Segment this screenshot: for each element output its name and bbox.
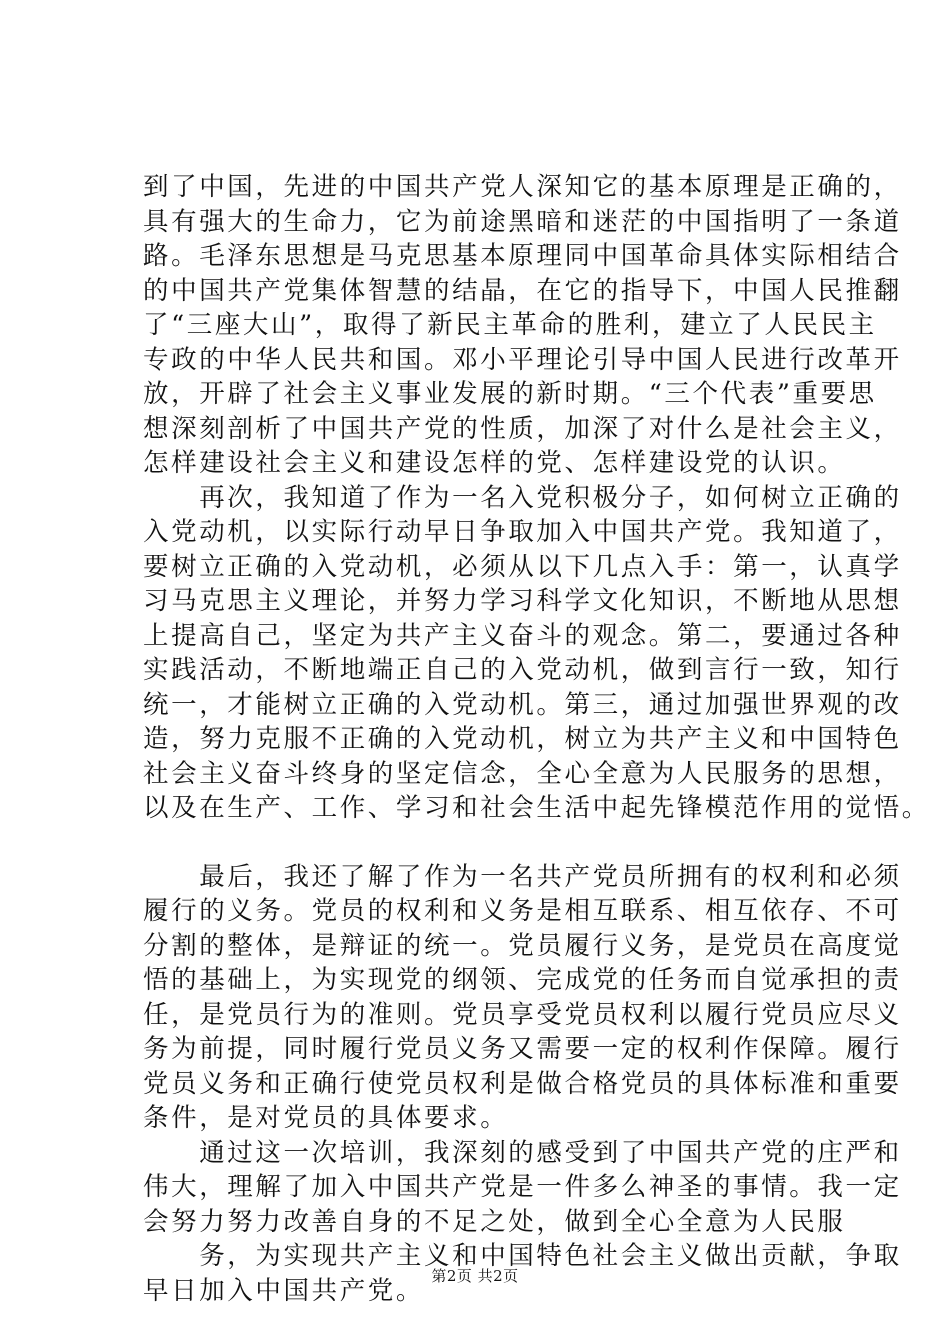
text-line: 习马克思主义理论，并努力学习科学文化知识，不断地从思想 — [143, 586, 902, 616]
text-line: 履行的义务。党员的权利和义务是相互联系、相互依存、不可 — [143, 896, 902, 926]
text-line: 实践活动，不断地端正自己的入党动机，做到言行一致，知行 — [143, 655, 902, 685]
text-line: 以及在生产、工作、学习和社会生活中起先锋模范作用的觉悟。 — [143, 793, 930, 823]
text-line: 统一，才能树立正确的入党动机。第三，通过加强世界观的改 — [143, 689, 902, 720]
text-line: 社会主义奋斗终身的坚定信念，全心全意为人民服务的思想， — [143, 758, 902, 789]
paragraph-intro-theory — [143, 170, 902, 481]
text-line: 的中国共产党集体智慧的结晶，在它的指导下，中国人民推翻 — [143, 275, 902, 306]
paragraph-rights-duties — [143, 860, 902, 1136]
text-line: 放，开辟了社会主义事业发展的新时期。“三个代表”重要思 — [143, 379, 877, 409]
document-body — [143, 170, 930, 1308]
text-line: 会努力努力改善自身的不足之处，做到全心全意为人民服 — [143, 1206, 846, 1237]
text-line: 务为前提，同时履行党员义务又需要一定的权利作保障。履行 — [143, 1034, 902, 1064]
text-line: 再次，我知道了作为一名入党积极分子，如何树立正确的 — [143, 482, 902, 513]
text-line: 条件，是对党员的具体要求。 — [143, 1103, 509, 1133]
text-line: 专政的中华人民共和国。邓小平理论引导中国人民进行改革开 — [143, 344, 902, 375]
text-line: 务，为实现共产主义和中国特色社会主义做出贡献，争取 — [143, 1241, 902, 1271]
text-line: 任，是党员行为的准则。党员享受党员权利以履行党员应尽义 — [143, 999, 902, 1030]
text-line: 怎样建设社会主义和建设怎样的党、怎样建设党的认识。 — [143, 448, 846, 478]
text-line: 到了中国，先进的中国共产党人深知它的基本原理是正确的， — [143, 172, 902, 202]
text-line: 想深刻剖析了中国共产党的性质，加深了对什么是社会主义， — [143, 413, 902, 444]
page-number-footer: 第2页 共2页 — [431, 1267, 519, 1285]
text-line: 通过这一次培训，我深刻的感受到了中国共产党的庄严和 — [143, 1137, 902, 1168]
paragraph-gap — [143, 826, 863, 860]
text-line: 上提高自己，坚定为共产主义奋斗的观念。第二，要通过各种 — [143, 620, 902, 651]
text-line: 具有强大的生命力，它为前途黑暗和迷茫的中国指明了一条道 — [143, 206, 902, 237]
text-line: 伟大，理解了加入中国共产党是一件多么神圣的事情。我一定 — [143, 1172, 902, 1202]
text-line: 入党动机，以实际行动早日争取加入中国共产党。我知道了， — [143, 517, 902, 547]
text-line: 党员义务和正确行使党员权利是做合格党员的具体标准和重要 — [143, 1068, 902, 1099]
text-line: 路。毛泽东思想是马克思基本原理同中国革命具体实际相结合 — [143, 241, 902, 271]
paragraph-party-motivation — [143, 481, 930, 826]
text-line: 最后，我还了解了作为一名共产党员所拥有的权利和必须 — [143, 861, 902, 892]
text-line: 造，努力克服不正确的入党动机，树立为共产主义和中国特色 — [143, 724, 902, 754]
text-line: 分割的整体，是辩证的统一。党员履行义务，是党员在高度觉 — [143, 930, 902, 961]
text-line: 早日加入中国共产党。 — [143, 1275, 425, 1306]
text-line: 悟的基础上，为实现党的纲领、完成党的任务而自觉承担的责 — [143, 965, 902, 995]
text-line: 了“三座大山”，取得了新民主革命的胜利，建立了人民民主 — [143, 310, 877, 340]
text-line: 要树立正确的入党动机，必须从以下几点入手：第一，认真学 — [143, 551, 902, 582]
